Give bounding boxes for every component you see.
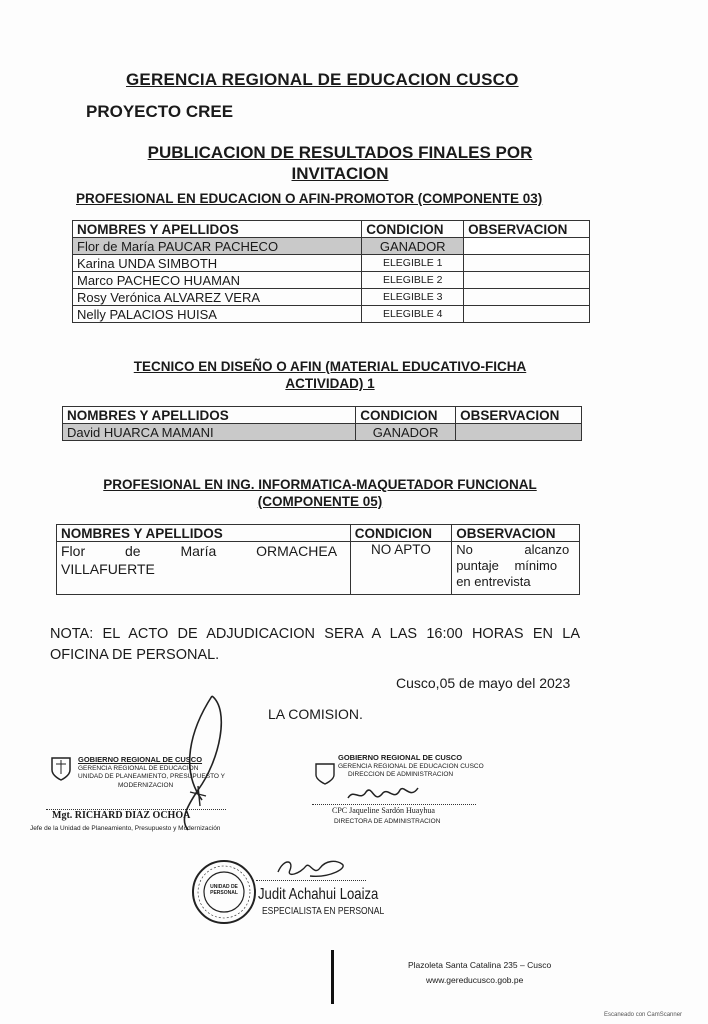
cell-condition: GANADOR xyxy=(356,424,456,441)
address-line2: www.gereducusco.gob.pe xyxy=(426,975,524,985)
cell-condition: ELEGIBLE 2 xyxy=(362,272,464,289)
seal-text: UNIDAD DE PERSONAL xyxy=(210,884,238,896)
section3-title-line2: (COMPONENTE 05) xyxy=(257,494,383,509)
stamp-right-line1: GOBIERNO REGIONAL DE CUSCO xyxy=(338,753,463,762)
project-name: PROYECTO CREE xyxy=(86,102,234,121)
signer-name-left: Mgt. RICHARD DIAZ OCHOA xyxy=(52,810,191,821)
header-observation: OBSERVACION xyxy=(452,525,580,542)
header-names: NOMBRES Y APELLIDOS xyxy=(63,407,356,424)
publication-heading-line2: INVITACION xyxy=(291,164,389,183)
cell-name: Rosy Verónica ALVAREZ VERA xyxy=(73,289,362,306)
cell-condition: GANADOR xyxy=(362,238,464,255)
table-header-row xyxy=(57,525,580,542)
stamp-right-line3: DIRECCION DE ADMINISTRACION xyxy=(348,771,454,778)
cell-observation xyxy=(456,424,582,441)
address-line1: Plazoleta Santa Catalina 235 – Cusco xyxy=(408,960,552,970)
section2-title-line2: ACTIVIDAD) 1 xyxy=(285,376,375,391)
stamp-right-line2: GERENCIA REGIONAL DE EDUCACION CUSCO xyxy=(338,762,484,770)
table-header-row xyxy=(73,221,590,238)
coat-of-arms-icon xyxy=(312,760,338,786)
document-date: Cusco,05 de mayo del 2023 xyxy=(396,675,571,691)
table-header-row xyxy=(63,407,582,424)
table-row xyxy=(57,542,580,595)
signer-role-bottom: ESPECIALISTA EN PERSONAL xyxy=(262,906,385,917)
signer-role-right: DIRECTORA DE ADMINISTRACION xyxy=(334,818,441,825)
table-row xyxy=(73,272,590,289)
cell-name xyxy=(57,542,351,595)
section2-title-line1: TECNICO EN DISEÑO O AFIN (MATERIAL EDUCATIVO-FICHA xyxy=(133,359,527,374)
footer-address xyxy=(408,958,551,988)
cell-name: Karina UNDA SIMBOTH xyxy=(73,255,362,272)
coat-of-arms-icon xyxy=(46,752,76,782)
cell-name: David HUARCA MAMANI xyxy=(63,424,356,441)
section3-title xyxy=(80,476,560,510)
cell-observation xyxy=(464,289,590,306)
cell-observation xyxy=(464,255,590,272)
publication-heading-line1: PUBLICACION DE RESULTADOS FINALES POR xyxy=(147,143,533,162)
section3-title-line1: PROFESIONAL EN ING. INFORMATICA-MAQUETADOR FUNCIONAL xyxy=(103,477,537,492)
signature-line-right xyxy=(312,804,476,805)
cell-observation-line1: No alcanzo xyxy=(456,542,570,557)
header-observation: OBSERVACION xyxy=(456,407,582,424)
cell-observation xyxy=(452,542,580,595)
cell-condition: ELEGIBLE 4 xyxy=(362,306,464,323)
section2-title xyxy=(100,358,560,392)
cell-observation-line3: en entrevista xyxy=(456,574,531,589)
vertical-divider xyxy=(331,950,334,1004)
stamp-left-line4: MODERNIZACION xyxy=(118,781,174,789)
cell-name: Nelly PALACIOS HUISA xyxy=(73,306,362,323)
section1-title: PROFESIONAL EN EDUCACION O AFIN-PROMOTOR (COMPONENTE 03) xyxy=(76,191,543,206)
table-row xyxy=(73,306,590,323)
table-row xyxy=(73,289,590,306)
cell-name-line2: VILLAFUERTE xyxy=(61,561,155,577)
cell-name: Flor de María PAUCAR PACHECO xyxy=(73,238,362,255)
cell-observation xyxy=(464,272,590,289)
stamp-left-line3: UNIDAD DE PLANEAMIENTO, PRESUPUESTO Y xyxy=(78,773,226,780)
scanner-watermark: Escaneado con CamScanner xyxy=(604,1012,683,1018)
publication-heading xyxy=(110,142,570,184)
note-text: NOTA: EL ACTO DE ADJUDICACION SERA A LAS 16:00 HORAS EN LA OFICINA DE PERSONAL. xyxy=(50,626,580,663)
header-condition: CONDICION xyxy=(356,407,456,424)
cell-observation-line2: puntaje mínimo xyxy=(456,558,558,573)
document-title: GERENCIA REGIONAL DE EDUCACION CUSCO xyxy=(126,70,519,89)
header-names: NOMBRES Y APELLIDOS xyxy=(73,221,362,238)
signer-name-bottom: Judit Achahui Loaiza xyxy=(258,886,379,903)
header-observation: OBSERVACION xyxy=(464,221,590,238)
signature-line-bottom xyxy=(256,880,366,881)
cell-condition: NO APTO xyxy=(350,542,451,595)
stamp-right xyxy=(338,754,484,780)
cell-name-line1: Flor de María ORMACHEA xyxy=(61,543,338,559)
header-condition: CONDICION xyxy=(350,525,451,542)
section2-table xyxy=(62,406,582,441)
stamp-left xyxy=(78,756,225,790)
section3-table xyxy=(56,524,580,595)
cell-condition: ELEGIBLE 1 xyxy=(362,255,464,272)
stamp-left-line1: GOBIERNO REGIONAL DE CUSCO xyxy=(78,755,203,764)
table-row xyxy=(73,238,590,255)
cell-observation xyxy=(464,238,590,255)
table-row xyxy=(63,424,582,441)
signer-name-right: CPC Jaqueline Sardón Huayhua xyxy=(332,806,435,815)
signer-role-left: Jefe de la Unidad de Planeamiento, Presupuesto y Modernización xyxy=(30,825,221,832)
cell-condition: ELEGIBLE 3 xyxy=(362,289,464,306)
committee-label: LA COMISION. xyxy=(268,706,363,722)
header-names: NOMBRES Y APELLIDOS xyxy=(57,525,351,542)
table-row xyxy=(73,255,590,272)
stamp-left-line2: GERENCIA REGIONAL DE EDUCACION xyxy=(78,764,199,772)
header-condition: CONDICION xyxy=(362,221,464,238)
cell-observation xyxy=(464,306,590,323)
cell-name: Marco PACHECO HUAMAN xyxy=(73,272,362,289)
section1-table xyxy=(72,220,590,323)
